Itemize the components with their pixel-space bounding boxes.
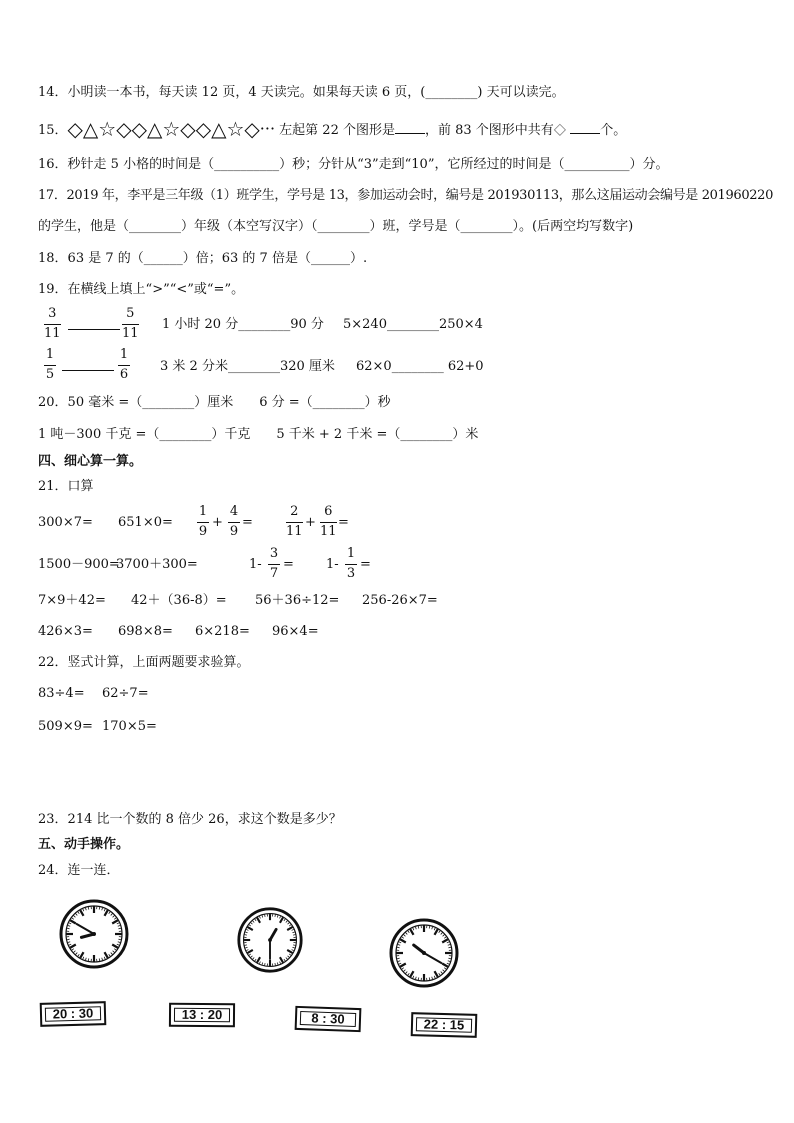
clock-center-pin [268, 938, 272, 942]
q19-compare-2: 1 小时 20 分________90 分 [162, 317, 324, 332]
q22-item-2: 62÷7= [102, 686, 149, 701]
clock-icon-2[interactable] [236, 906, 304, 974]
q21-title: 21．口算 [38, 479, 94, 494]
denominator: 11 [286, 524, 303, 539]
q19-title: 19．在横线上填上“>”“<”或“=”。 [38, 282, 245, 297]
q22-item-1: 83÷4= [38, 686, 85, 701]
time-box-2[interactable]: 13 : 20 [169, 1003, 235, 1028]
clock-minute-tick [88, 958, 89, 960]
q19-compare-6: 62×0________ 62+0 [356, 359, 484, 374]
q19-compare-3: 5×240________250×4 [343, 317, 483, 332]
q21-fraction-2-11 [286, 504, 303, 540]
q21-item-8-prefix: 1- [326, 557, 339, 572]
q14-text: 14．小明读一本书，每天读 12 页，4 天读完。如果每天读 6 页，(________) 天可以读完。 [38, 85, 565, 100]
time-box-4[interactable]: 22 : 15 [411, 1012, 478, 1038]
numerator: 1 [198, 504, 208, 519]
numerator: 2 [290, 504, 299, 519]
clock-icon-3[interactable] [388, 917, 460, 989]
section-5-heading: 五、动手操作。 [38, 837, 130, 852]
q21-fraction-1-9 [197, 504, 209, 540]
numerator: 1 [119, 347, 129, 362]
clock-minute-tick [118, 928, 120, 929]
q21-item-15: 6×218= [195, 624, 250, 639]
q17-text-line2: 的学生，他是（________）年级（本空写汉字）（________）班，学号是（________）。(后两空均写数字) [38, 219, 634, 234]
q21-fraction-1-3 [345, 546, 357, 582]
q15-ellipsis: ··· [259, 119, 276, 138]
numerator: 1 [346, 546, 356, 561]
numerator: 3 [48, 306, 57, 321]
clock-minute-tick [418, 926, 419, 928]
q16-text: 16．秒针走 5 小格的时间是（__________）秒；分针从“3”走到“10”，它所经过的时间是（__________）分。 [38, 157, 669, 172]
denominator: 9 [198, 524, 208, 539]
numerator: 5 [126, 306, 135, 321]
q21-item-1: 300×7= [38, 515, 93, 530]
denominator: 6 [119, 367, 129, 382]
q21-fraction-3-7 [268, 546, 280, 582]
denominator: 5 [45, 367, 55, 382]
q21-item-16: 96×4= [272, 624, 319, 639]
clock-icon-1[interactable] [58, 898, 130, 970]
q21-item-11: 56＋36÷12= [255, 593, 340, 608]
clock-minute-tick [99, 907, 100, 909]
clock-minute-tick [397, 958, 399, 959]
q21-plus-2: + [305, 515, 316, 530]
clock-minute-tick [99, 958, 100, 960]
clock-minute-tick [118, 939, 120, 940]
denominator: 11 [122, 326, 139, 341]
denominator: 11 [320, 524, 337, 539]
q19-blank-4[interactable] [62, 370, 114, 371]
time-box-1[interactable]: 20 : 30 [40, 1001, 107, 1027]
q21-fraction-6-11 [320, 504, 337, 540]
clock-minute-tick [67, 939, 69, 940]
q20-text-line1: 20．50 毫米 =（________）厘米 6 分 =（________）秒 [38, 395, 391, 410]
numerator: 1 [45, 347, 55, 362]
denominator: 9 [229, 524, 239, 539]
q15-shape-sequence: ◇△☆◇◇△☆◇◇△☆◇ [67, 117, 260, 141]
clock-minute-tick [429, 977, 430, 979]
q21-item-7-prefix: 1- [249, 557, 262, 572]
clock-minute-tick [429, 926, 430, 928]
q24-title: 24．连一连． [38, 863, 120, 878]
q21-equals-1: = [242, 515, 253, 530]
q15-line [38, 118, 626, 140]
clock-minute-tick [67, 928, 69, 929]
q19-compare-5: 3 米 2 分米________320 厘米 [160, 359, 335, 374]
q21-item-9: 7×9＋42= [38, 593, 106, 608]
q20-text-line2: 1 吨－300 千克 =（________）千克 5 千米 + 2 千米 =（________）米 [38, 427, 479, 442]
q15-text-c: 个。 [600, 123, 627, 138]
q23-text: 23．214 比一个数的 8 倍少 26，求这个数是多少？ [38, 812, 342, 827]
denominator: 7 [269, 566, 279, 581]
q21-item-12: 256-26×7= [362, 593, 438, 608]
clock-minute-tick [397, 947, 399, 948]
q19-fraction-3-11 [44, 306, 61, 342]
clock-center-pin [92, 932, 96, 936]
q18-text: 18．63 是 7 的（______）倍；63 的 7 倍是（______）. [38, 251, 368, 266]
q15-blank-1[interactable] [395, 133, 425, 134]
q19-fraction-1-6 [118, 347, 130, 383]
denominator: 3 [346, 566, 356, 581]
q21-fraction-4-9 [228, 504, 240, 540]
q19-blank-1[interactable] [68, 329, 120, 330]
clock-minute-tick [88, 907, 89, 909]
q19-fraction-1-5 [44, 347, 56, 383]
q21-equals-2: = [338, 515, 349, 530]
time-box-3[interactable]: 8 : 30 [295, 1006, 362, 1032]
numerator: 6 [324, 504, 333, 519]
q22-item-4: 170×5= [102, 719, 157, 734]
numerator: 3 [269, 546, 279, 561]
q22-item-3: 509×9= [38, 719, 93, 734]
q21-equals-3: = [283, 557, 294, 572]
q21-item-13: 426×3= [38, 624, 93, 639]
q22-title: 22．竖式计算，上面两题要求验算。 [38, 655, 250, 670]
q19-fraction-5-11 [122, 306, 139, 342]
diamond-icon: ◇ [553, 119, 567, 138]
q21-plus-1: + [212, 515, 223, 530]
clock-minute-tick [448, 947, 450, 948]
q15-text-b: ，前 83 个图形中共有 [424, 123, 554, 138]
q21-item-6: 3700＋300= [116, 557, 198, 572]
denominator: 11 [44, 326, 61, 341]
q15-number: 15． [38, 123, 68, 138]
q17-text-line1: 17．2019 年，李平是三年级（1）班学生，学号是 13，参加运动会时，编号是 201930113，那么这届运动会编号是 201960220 [38, 188, 773, 203]
numerator: 4 [229, 504, 239, 519]
clock-minute-tick [448, 958, 450, 959]
q21-item-2: 651×0= [118, 515, 173, 530]
clock-minute-tick [418, 977, 419, 979]
q21-item-5: 1500－900= [38, 557, 120, 572]
q21-item-14: 698×8= [118, 624, 173, 639]
section-4-heading: 四、细心算一算。 [38, 454, 143, 469]
q21-equals-4: = [360, 557, 371, 572]
clock-center-pin [422, 951, 426, 955]
q15-blank-2[interactable] [570, 133, 600, 134]
q15-text-a: 左起第 22 个图形是 [279, 123, 395, 138]
q21-item-10: 42＋（36-8）= [131, 593, 227, 608]
